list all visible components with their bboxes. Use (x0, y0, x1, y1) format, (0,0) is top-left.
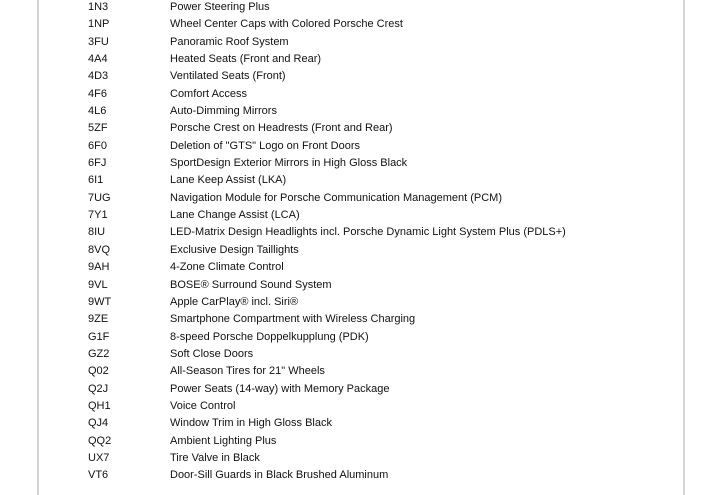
option-code: Q2J (88, 382, 109, 395)
option-row (0, 311, 680, 328)
option-description: Window Trim in High Gloss Black (170, 417, 332, 430)
option-description: Panoramic Roof System (170, 35, 289, 48)
option-row (0, 294, 680, 311)
option-row (0, 415, 680, 432)
option-description: Wheel Center Caps with Colored Porsche Crest (170, 18, 403, 31)
option-description: Navigation Module for Porsche Communication Management (PCM) (170, 191, 502, 204)
option-description: Smartphone Compartment with Wireless Charging (170, 313, 416, 326)
option-row (0, 51, 680, 68)
option-code: 4L6 (88, 105, 107, 118)
option-code: G1F (88, 330, 110, 343)
option-row (0, 0, 680, 16)
option-row (0, 346, 680, 363)
option-code: UX7 (88, 451, 110, 464)
option-row (0, 207, 680, 224)
page-edge-right (683, 0, 685, 495)
option-code: 9WT (88, 295, 112, 308)
option-row (0, 467, 680, 484)
option-row (0, 242, 680, 259)
option-description: Lane Keep Assist (LKA) (170, 174, 287, 187)
option-description: Auto-Dimming Mirrors (170, 105, 277, 118)
option-row (0, 34, 680, 51)
option-description: Ventilated Seats (Front) (170, 70, 286, 83)
option-row (0, 277, 680, 294)
option-row (0, 16, 680, 33)
option-row (0, 120, 680, 137)
option-row (0, 259, 680, 276)
option-code: 8IU (88, 226, 106, 239)
option-description: Power Seats (14-way) with Memory Package (170, 382, 390, 395)
option-code: Q02 (88, 365, 109, 378)
option-row (0, 381, 680, 398)
option-code: 7Y1 (88, 209, 108, 222)
option-code: 4F6 (88, 87, 107, 100)
option-description: Heated Seats (Front and Rear) (170, 53, 322, 66)
option-row (0, 329, 680, 346)
option-row (0, 68, 680, 85)
option-description: Power Steering Plus (170, 1, 270, 13)
option-row (0, 155, 680, 172)
option-row (0, 224, 680, 241)
option-description: Comfort Access (170, 87, 248, 100)
option-description: Voice Control (170, 399, 236, 412)
option-code: GZ2 (88, 347, 110, 360)
option-description: Ambient Lighting Plus (170, 434, 277, 447)
option-code: VT6 (88, 469, 109, 482)
option-description: Lane Change Assist (LCA) (170, 209, 300, 222)
option-code: 9VL (88, 278, 108, 291)
option-code: 9ZE (88, 313, 109, 326)
option-row (0, 433, 680, 450)
option-code: 9AH (88, 261, 110, 274)
option-description: SportDesign Exterior Mirrors in High Gloss Black (170, 157, 408, 170)
option-description: LED-Matrix Design Headlights incl. Porsche Dynamic Light System Plus (PDLS+) (170, 226, 566, 239)
option-code: QJ4 (88, 417, 109, 430)
option-code: 8VQ (88, 243, 111, 256)
option-row (0, 190, 680, 207)
option-code: 7UG (88, 191, 111, 204)
option-row (0, 103, 680, 120)
option-description: 4-Zone Climate Control (170, 261, 284, 274)
option-code: 3FU (88, 35, 109, 48)
option-code: 4D3 (88, 70, 109, 83)
option-description: Porsche Crest on Headrests (Front and Rear) (170, 122, 393, 135)
option-code: 1NP (88, 18, 110, 31)
option-code: 4A4 (88, 53, 108, 66)
option-code: 6I1 (88, 174, 104, 187)
option-row (0, 86, 680, 103)
option-code: QH1 (88, 399, 111, 412)
option-description: BOSE® Surround Sound System (170, 278, 332, 291)
option-row (0, 138, 680, 155)
option-code: 6F0 (88, 139, 107, 152)
option-code: 5ZF (88, 122, 108, 135)
option-description: Deletion of "GTS" Logo on Front Doors (170, 139, 361, 152)
option-code: QQ2 (88, 434, 112, 447)
option-description: Door-Sill Guards in Black Brushed Aluminum (170, 469, 389, 482)
option-description: Apple CarPlay® incl. Siri® (170, 295, 299, 308)
option-description: Tire Valve in Black (170, 451, 260, 464)
option-description: 8-speed Porsche Doppelkupplung (PDK) (170, 330, 369, 343)
option-description: All-Season Tires for 21" Wheels (170, 365, 325, 378)
option-row (0, 363, 680, 380)
option-description: Exclusive Design Taillights (170, 243, 299, 256)
option-row (0, 172, 680, 189)
option-description: Soft Close Doors (170, 347, 254, 360)
option-row (0, 398, 680, 415)
option-row (0, 450, 680, 467)
option-code: 1N3 (88, 1, 109, 13)
option-code: 6FJ (88, 157, 107, 170)
